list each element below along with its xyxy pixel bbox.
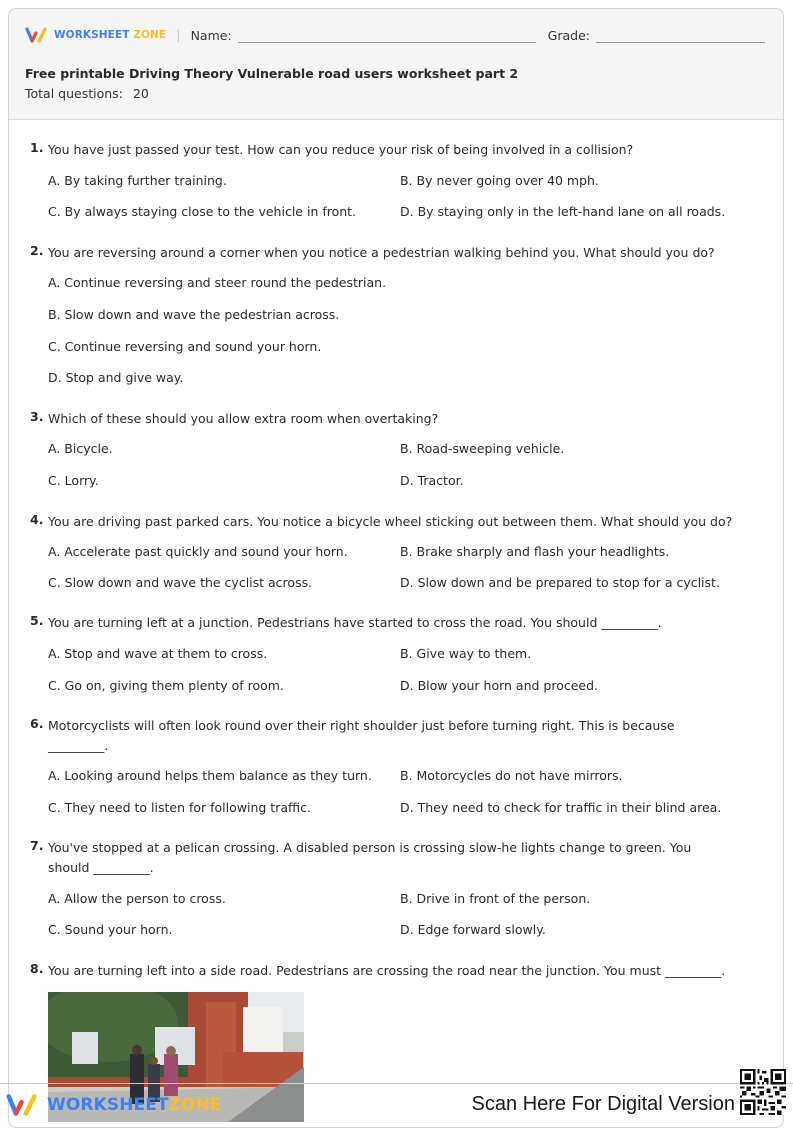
footer-brand-logo [6,1092,222,1118]
question-text: Which of these should you allow extra room when overtaking? [48,411,439,426]
total-questions [25,86,149,101]
question-7 [20,838,730,878]
question-1 [20,140,750,160]
option-a[interactable]: A. Continue reversing and steer round the pedestrian. [48,275,387,290]
question-number: 3. [30,409,44,424]
option-d[interactable]: D. Blow your horn and proceed. [400,678,599,693]
brand-part-1: WORKSHEET [47,1095,169,1115]
option-d[interactable]: D. They need to check for traffic in their blind area. [400,800,722,815]
question-number: 6. [30,716,44,731]
option-d[interactable]: D. By staying only in the left-hand lane on all roads. [400,204,726,219]
brand-part-1: WORKSHEET [54,29,130,41]
logo-mark-icon [6,1092,40,1118]
question-8 [20,961,750,981]
question-text: Motorcyclists will often look round over their right shoulder just before turning right. This is because _________. [48,718,675,753]
header-topline [25,25,765,45]
grade-field[interactable] [596,28,765,43]
question-text: You are driving past parked cars. You notice a bicycle wheel sticking out between them. What should you do? [48,514,733,529]
option-a[interactable]: A. Accelerate past quickly and sound your horn. [48,544,348,559]
worksheet-title: Free printable Driving Theory Vulnerable road users worksheet part 2 [25,66,519,81]
question-text: You are turning left at a junction. Pedestrians have started to cross the road. You should _________. [48,615,662,630]
grade-label: Grade: [547,27,590,43]
scan-text: Scan Here For Digital Version [471,1093,735,1115]
total-value: 20 [132,86,149,101]
footer-divider [0,1083,793,1084]
question-text: You are reversing around a corner when you notice a pedestrian walking behind you. What should you do? [48,245,715,260]
question-number: 8. [30,961,44,976]
option-b[interactable]: B. Brake sharply and flash your headlights. [400,544,670,559]
question-number: 1. [30,140,44,155]
option-c[interactable]: C. Go on, giving them plenty of room. [48,678,284,693]
question-text: You have just passed your test. How can you reduce your risk of being involved in a collision? [48,142,634,157]
option-c[interactable]: C. Continue reversing and sound your horn. [48,339,322,354]
option-b[interactable]: B. Slow down and wave the pedestrian across. [48,307,340,322]
option-d[interactable]: D. Tractor. [400,473,464,488]
option-d[interactable]: D. Slow down and be prepared to stop for a cyclist. [400,575,720,590]
brand-name [54,29,166,41]
question-text: You've stopped at a pelican crossing. A disabled person is crossing slow-he lights change to green. You should _________. [48,840,692,875]
option-c[interactable]: C. Lorry. [48,473,99,488]
option-b[interactable]: B. Motorcycles do not have mirrors. [400,768,623,783]
option-a[interactable]: A. Allow the person to cross. [48,891,226,906]
total-label: Total questions: [25,86,123,101]
option-c[interactable]: C. Sound your horn. [48,922,173,937]
option-c[interactable]: C. Slow down and wave the cyclist across. [48,575,313,590]
option-d[interactable]: D. Edge forward slowly. [400,922,546,937]
question-3 [20,409,750,429]
question-5 [20,613,750,633]
option-a[interactable]: A. Looking around helps them balance as they turn. [48,768,372,783]
option-d[interactable]: D. Stop and give way. [48,370,184,385]
option-b[interactable]: B. By never going over 40 mph. [400,173,599,188]
option-c[interactable]: C. They need to listen for following traffic. [48,800,311,815]
option-a[interactable]: A. Stop and wave at them to cross. [48,646,268,661]
brand-part-2: ZONE [168,1095,222,1115]
option-c[interactable]: C. By always staying close to the vehicle in front. [48,204,357,219]
name-field[interactable] [238,28,536,43]
divider: | [176,27,181,43]
option-a[interactable]: A. By taking further training. [48,173,227,188]
brand-part-2: ZONE [133,29,167,41]
question-number: 7. [30,838,44,853]
option-a[interactable]: A. Bicycle. [48,441,113,456]
brand-logo [25,26,166,44]
worksheet-header [9,9,783,120]
question-4 [20,512,750,532]
question-text: You are turning left into a side road. Pedestrians are crossing the road near the junction. You must _________. [48,963,726,978]
name-label: Name: [190,27,232,43]
question-number: 4. [30,512,44,527]
question-number: 2. [30,243,44,258]
option-b[interactable]: B. Give way to them. [400,646,532,661]
footer-brand-name [47,1095,222,1115]
logo-mark-icon [25,26,49,44]
option-b[interactable]: B. Road-sweeping vehicle. [400,441,565,456]
option-b[interactable]: B. Drive in front of the person. [400,891,591,906]
question-6 [20,716,700,756]
question-number: 5. [30,613,44,628]
qr-code-icon[interactable] [740,1069,786,1115]
question-2 [20,243,750,263]
